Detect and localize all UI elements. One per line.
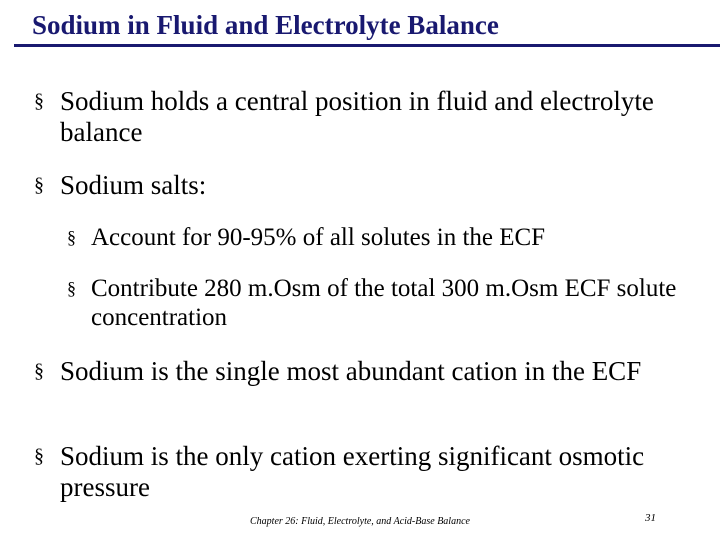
title-underline bbox=[14, 44, 720, 47]
bullet-marker-icon: § bbox=[67, 227, 76, 247]
bullet-item bbox=[34, 441, 700, 503]
bullet-text: Sodium holds a central position in fluid and electrolyte balance bbox=[60, 86, 654, 147]
bullet-marker-icon: § bbox=[67, 278, 76, 298]
sub-bullet-item bbox=[67, 274, 711, 332]
bullet-marker-icon: § bbox=[34, 360, 44, 382]
sub-bullet-item bbox=[67, 223, 711, 252]
bullet-item bbox=[34, 170, 700, 201]
bullet-text: Contribute 280 m.Osm of the total 300 m.Osm ECF solute concentration bbox=[91, 275, 677, 331]
bullet-marker-icon: § bbox=[34, 90, 44, 112]
bullet-item bbox=[34, 356, 700, 387]
bullet-item bbox=[34, 86, 700, 148]
bullet-marker-icon: § bbox=[34, 445, 44, 467]
bullet-text: Sodium is the single most abundant cation in the ECF bbox=[60, 356, 642, 386]
slide-title: Sodium in Fluid and Electrolyte Balance bbox=[32, 10, 499, 40]
page-number: 31 bbox=[645, 512, 656, 524]
footer-chapter: Chapter 26: Fluid, Electrolyte, and Acid-Base Balance bbox=[250, 516, 470, 527]
bullet-marker-icon: § bbox=[34, 174, 44, 196]
bullet-text: Sodium salts: bbox=[60, 170, 207, 200]
bullet-text: Sodium is the only cation exerting significant osmotic pressure bbox=[60, 441, 645, 502]
bullet-text: Account for 90-95% of all solutes in the ECF bbox=[91, 224, 546, 251]
